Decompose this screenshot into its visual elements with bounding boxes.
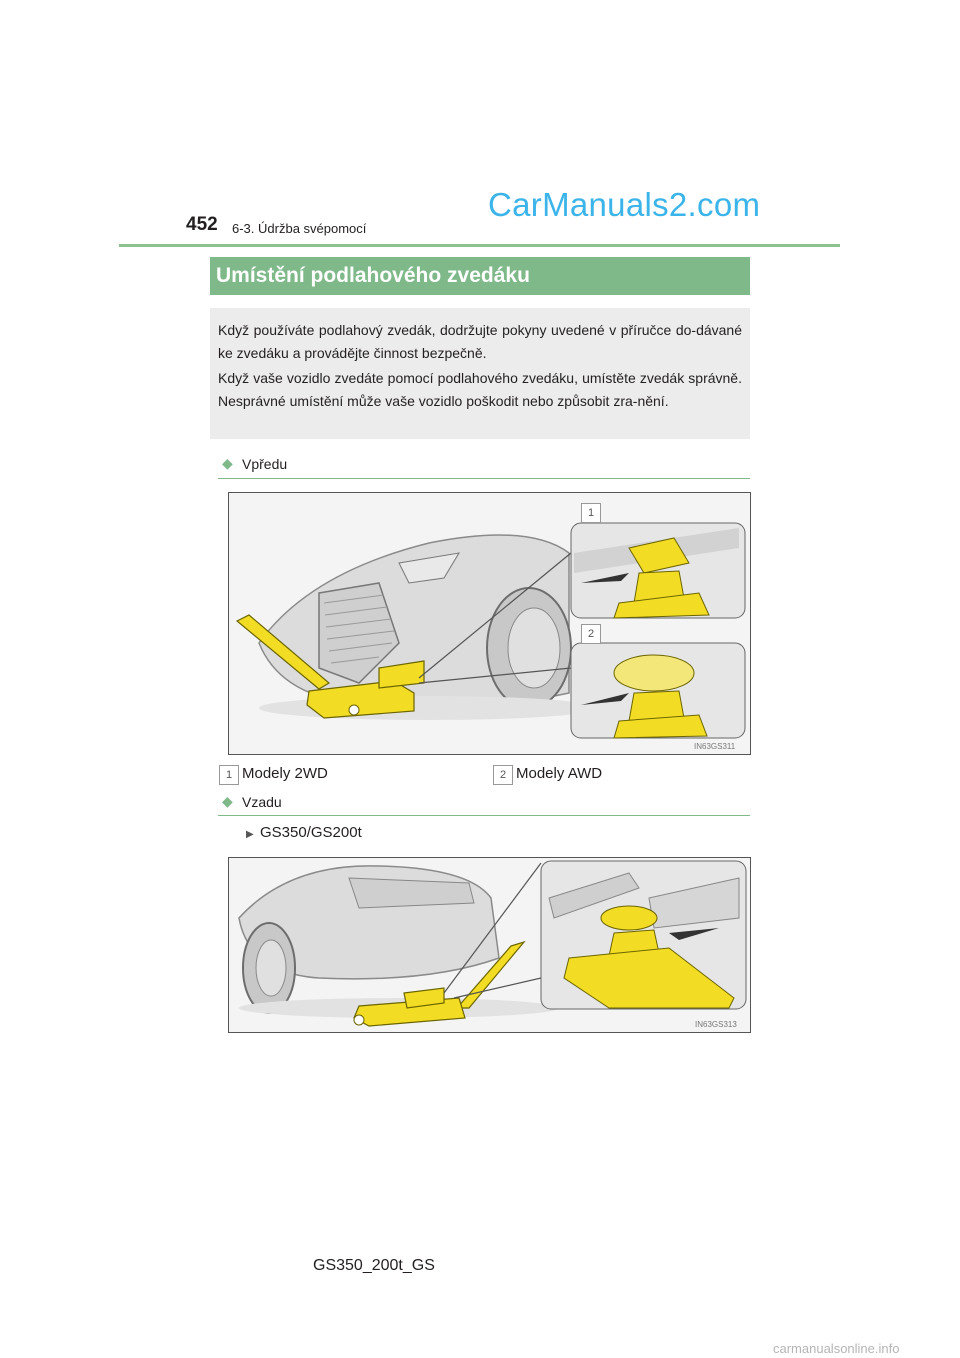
legend-text-awd: Modely AWD bbox=[516, 765, 603, 782]
legend-text-2wd: Modely 2WD bbox=[242, 765, 328, 782]
intro-paragraph: Když používáte podlahový zvedák, dodržujte pokyny uvedené v příručce do-dávané ke zvedáku a provádějte činnost bezpečně. bbox=[218, 322, 742, 361]
callout-1: 1 bbox=[581, 503, 601, 523]
header-divider bbox=[119, 244, 840, 247]
watermark-footer[interactable]: carmanualsonline.info bbox=[773, 1341, 900, 1356]
callout-2: 2 bbox=[581, 624, 601, 644]
legend-number: 2 bbox=[493, 765, 513, 785]
car-rear-illustration bbox=[229, 858, 750, 1032]
model-bullet-text: GS350/GS200t bbox=[260, 824, 362, 841]
figure-code: IN63GS313 bbox=[695, 1020, 737, 1029]
page-number: 452 bbox=[186, 214, 218, 235]
rear-jack-illustration bbox=[228, 857, 751, 1033]
intro-paragraph: Když vaše vozidlo zvedáte pomocí podlahového zvedáku, umístěte zvedák správně. Nesprávné umístění může vaše vozidlo poškodit nebo způsobit zra-nění. bbox=[218, 370, 742, 409]
car-front-illustration bbox=[229, 493, 750, 754]
watermark-logo[interactable]: CarManuals2.com bbox=[488, 186, 761, 223]
subsection-heading-front: Vpředu bbox=[242, 456, 288, 472]
figure-code: IN63GS311 bbox=[694, 742, 736, 751]
front-jack-illustration bbox=[228, 492, 751, 755]
legend-number: 1 bbox=[219, 765, 239, 785]
subsection-divider bbox=[218, 478, 750, 479]
triangle-bullet-icon: ▶ bbox=[246, 829, 254, 840]
chapter-title: 6-3. Údržba svépomocí bbox=[232, 221, 367, 236]
subsection-heading-rear: Vzadu bbox=[242, 794, 282, 810]
section-title: Umístění podlahového zvedáku bbox=[216, 264, 530, 287]
diamond-icon: ◆ bbox=[222, 455, 233, 471]
subsection-divider bbox=[218, 815, 750, 816]
diamond-icon: ◆ bbox=[222, 793, 233, 809]
footer-model-code: GS350_200t_GS bbox=[313, 1257, 435, 1274]
